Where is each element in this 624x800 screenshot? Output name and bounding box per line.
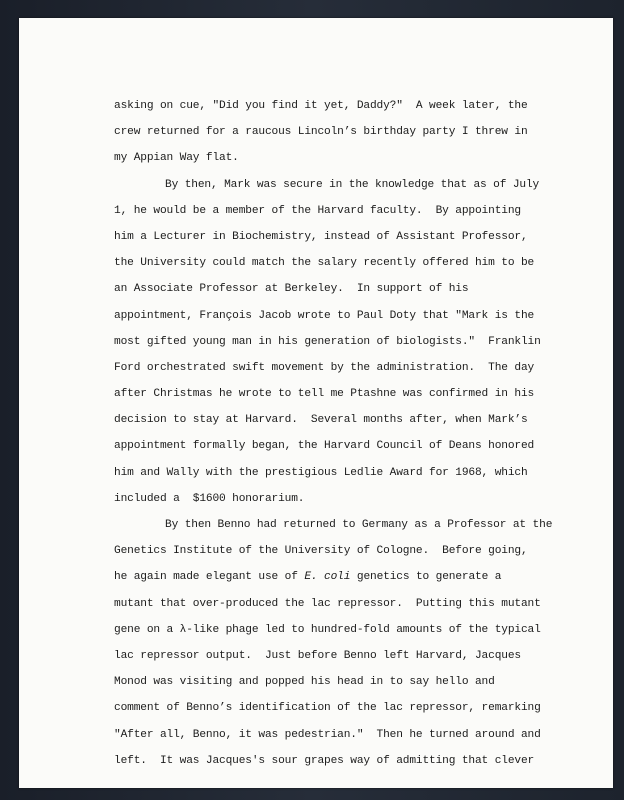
text-line [114,748,584,774]
text-run: my Appian Way flat. [114,152,239,165]
text-line [114,486,584,512]
text-run: mutant that over-produced the lac repressor. Putting this mutant [114,597,541,610]
text-run: the University could match the salary recently offered him to be [114,257,535,270]
text-line [114,538,584,564]
text-run: asking on cue, "Did you find it yet, Daddy?" A week later, the [114,100,528,112]
text-run: By then Benno had returned to Germany as a Professor at the [165,519,553,531]
paper-sheet [19,18,613,788]
typed-manuscript-text [114,93,584,774]
text-run: Genetics Institute of the University of Cologne. Before going, [114,545,528,558]
text-line [114,512,584,538]
text-run: genetics to generate a [350,571,502,584]
text-run: Monod was visiting and popped his head in to say hello and [114,676,495,689]
text-line [114,643,584,669]
text-run: decision to stay at Harvard. Several months after, when Mark’s [114,414,528,427]
text-line [114,722,584,748]
text-run: him a Lecturer in Biochemistry, instead of Assistant Professor, [114,230,528,243]
text-line [114,695,584,721]
italic-text-run: E. coli [304,571,351,584]
text-line [114,355,584,381]
text-run: comment of Benno’s identification of the lac repressor, remarking [114,702,541,715]
text-run: Ford orchestrated swift movement by the administration. The day [114,361,535,374]
text-line [114,93,584,119]
text-run: most gifted young man in his generation of biologists." Franklin [114,335,541,348]
text-run: appointment formally began, the Harvard Council of Deans honored [114,440,535,453]
text-line [114,276,584,302]
text-line [114,407,584,433]
text-run: him and Wally with the prestigious Ledlie Award for 1968, which [114,466,528,479]
text-line [114,433,584,459]
text-line [114,119,584,145]
text-line [114,564,584,590]
text-run: included a $1600 honorarium. [114,492,305,505]
text-line [114,329,584,355]
text-run: left. It was Jacques's sour grapes way of admitting that clever [114,754,535,767]
text-line [114,250,584,276]
text-run: crew returned for a raucous Lincoln’s birthday party I threw in [114,126,528,139]
text-line [114,224,584,250]
text-run: an Associate Professor at Berkeley. In support of his [114,283,469,296]
text-line [114,669,584,695]
text-run: after Christmas he wrote to tell me Ptashne was confirmed in his [114,388,535,401]
text-run: he again made elegant use of [114,571,305,584]
text-run: gene on a λ-like phage led to hundred-fold amounts of the typical [114,623,541,636]
text-run: By then, Mark was secure in the knowledge that as of July [165,178,540,191]
text-run: appointment, François Jacob wrote to Paul Doty that "Mark is the [114,309,535,322]
text-line [114,617,584,643]
text-run: lac repressor output. Just before Benno left Harvard, Jacques [114,649,521,662]
text-line [114,303,584,329]
text-line [114,460,584,486]
text-line [114,591,584,617]
text-line [114,172,584,198]
text-line [114,381,584,407]
text-run: 1, he would be a member of the Harvard faculty. By appointing [114,204,521,217]
text-line [114,198,584,224]
text-run: "After all, Benno, it was pedestrian." Then he turned around and [114,728,541,741]
text-line [114,145,584,171]
